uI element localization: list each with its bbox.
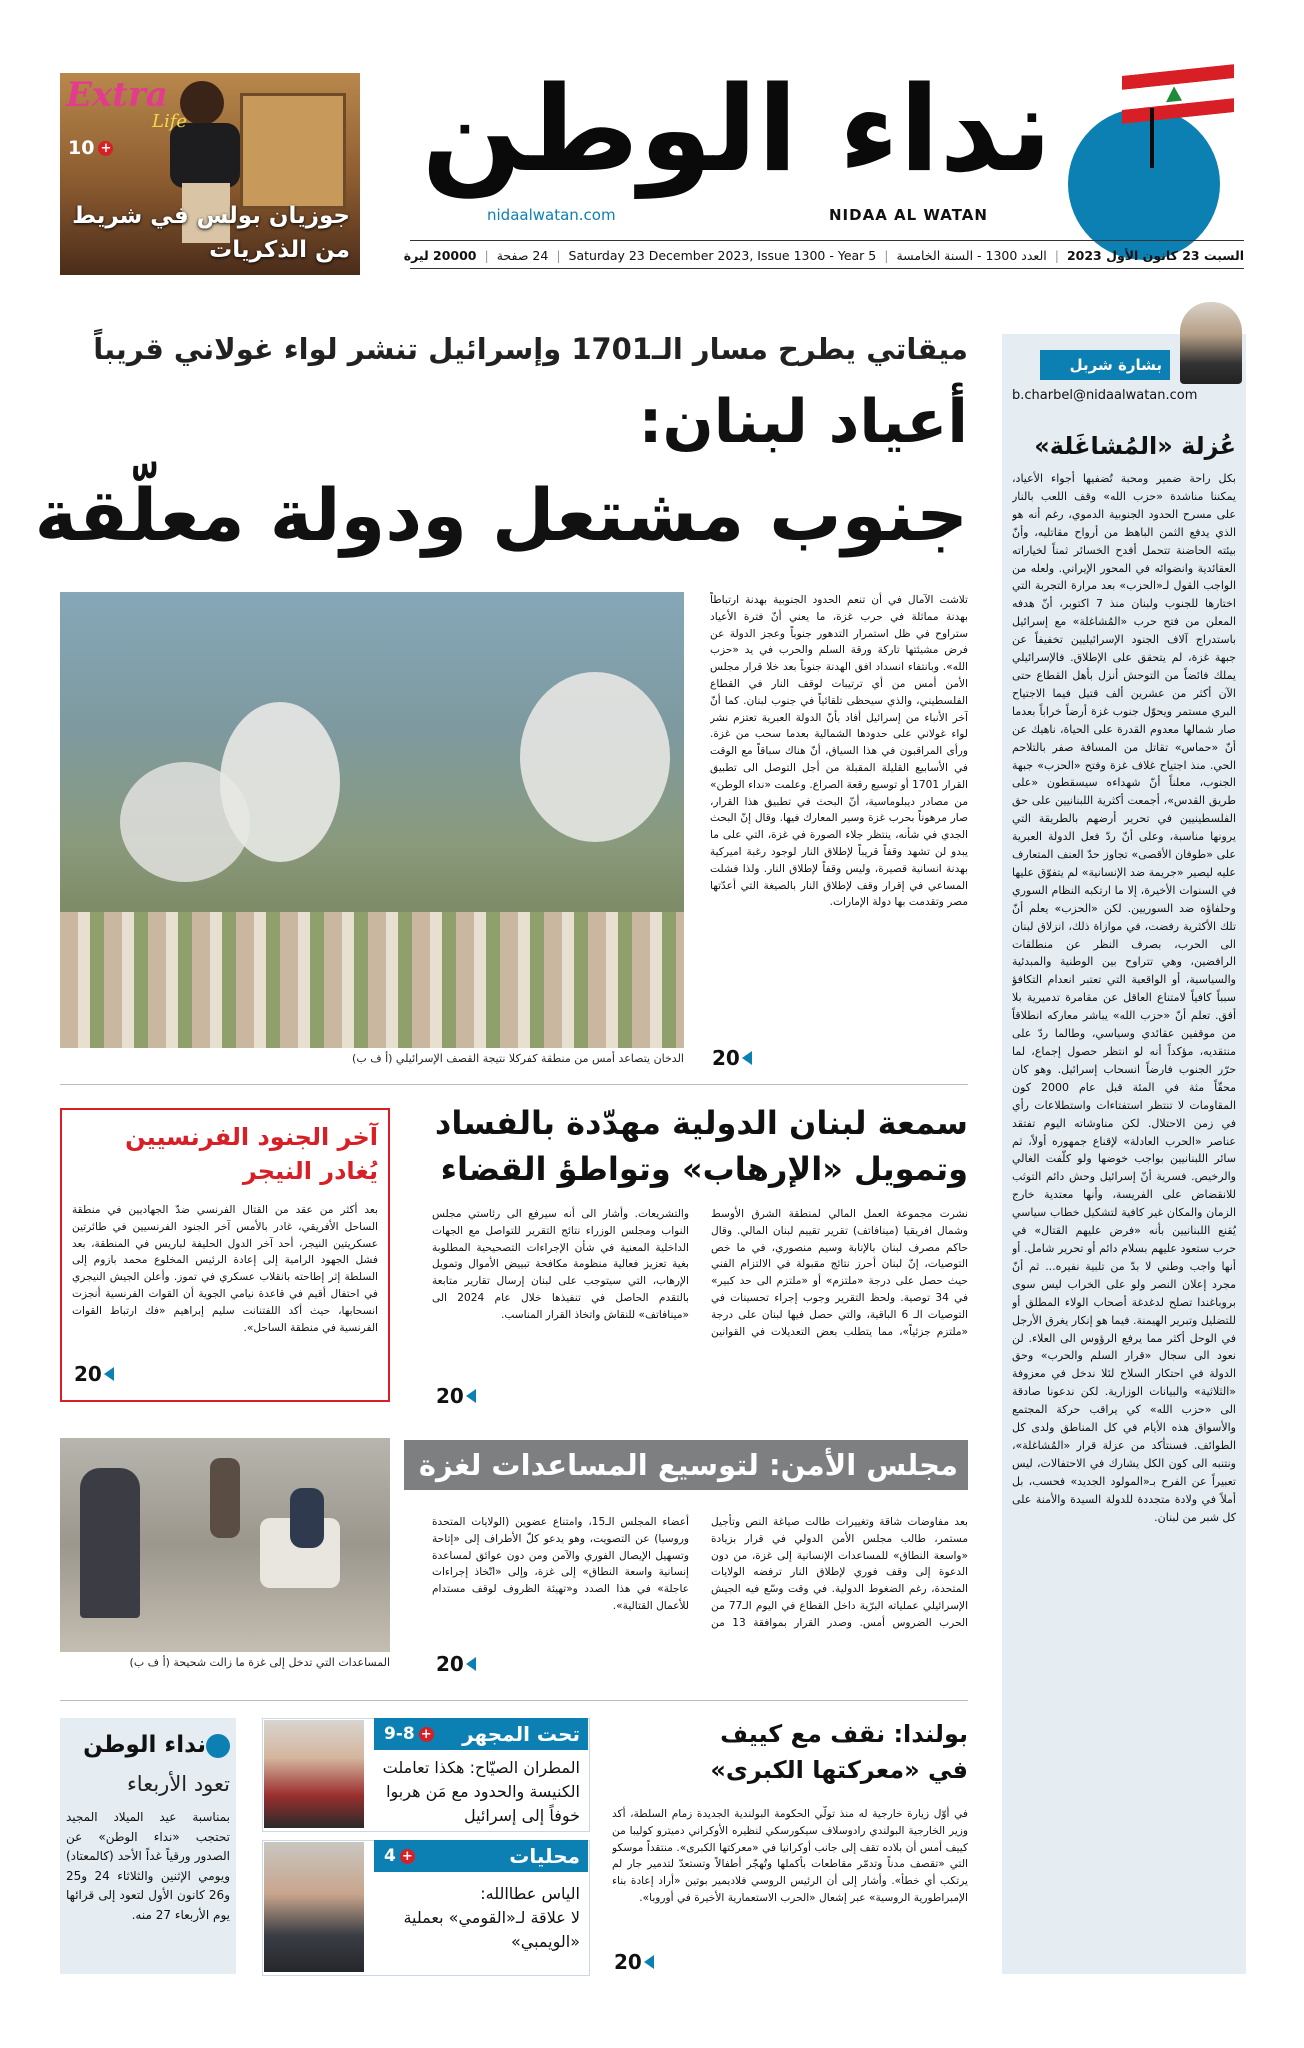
notice-title: تعود الأربعاء	[126, 1772, 230, 1796]
gafi-story-page-ref[interactable]: 20	[436, 1384, 476, 1408]
notice-text: بمناسبة عيد الميلاد المجيد تحتجب «نداء الوطن» عن الصدور ورقياً غداً الأحد (كالمعتاد) ويومي الإثنين والثلاثاء 24 و25 و26 كانون الأول لتعود إلى قرائها يوم الأربعاء 27 منه.	[66, 1810, 230, 1922]
poland-headline-2: في «معركتها الكبرى»	[710, 1756, 968, 1784]
poland-page-ref[interactable]: 20	[614, 1950, 654, 1974]
plus-icon: +	[98, 141, 113, 156]
poland-headline-1: بولندا: نقف مع كييف	[720, 1720, 968, 1748]
column-text: بكل راحة ضمير ومحبة تُضفيها أجواء الأعياد، يمكننا مناشدة «حزب الله» وقف اللعب بالنار على مسرح الحدود الجنوبية الدموي، رغم أنه هو الذي يدفع الثمن الباهظ من أرواح مقاتليه، وأنّ بيئته الحاضنة تتحمل أفدح الخسائر ثمناً لخياراته العقائدية وانضوائه في المحور الإيراني. ولعله من الواجب القول لـ«الحزب» بعد مرارة التجربة التي اختارها للجنوب ولبنان منذ 7 اكتوبر، أنّ هدفه المعلن من فتح حرب «المُشاغلة» مع إسرائيل باستدراج آلاف الجنود الإسرائيليين تخفيفاً عن جبهة غزة، لم يتحقق على الإطلاق. فالإسرائيلي يملك فائضاً من التوحش أنزل بأهل القطاع حتى الآن أكثر من عشرين ألف قتيل فيما الاجتياح البري مستمر ويحوّل جنوب غزة أرضاً خراباً بعدما صار شمالها معدوم القدرة على الحياة، ناهيك عن أنّ «حماس» تقاتل من المسافة صفر بالتلاحم الحي. منذ اجتياح غلاف غزة وفتح «الحزب» جبهة الجنوب، معلناً أنّ شهداءه سيسقطون «على طريق القدس»، أجمعت أكثرية اللبنانيين على حق الفلسطينيين في تحرير أرضهم بالطريقة التي يرونها مناسبة، وعلى أنّ ردّ فعل الدولة العبرية على «طوفان الأقصى» تجاوز حدّ العنف المتعارف عليه ليصير «جريمة ضد الإنسانية» لم يتفوّق عليها في السنوات الأخيرة، إلا ما ارتكبه النظام السوري وحلفاؤه ضد السوريين. لكن «الحزب» يعلم أنّ تلك الأكثرية رفضت، في موازاة ذلك، انزلاق لبنان الى الحرب، بصرف النظر عن منطلقات الرافضين، وهي تتراوح بين الوطنية والمبدئية والسياسية، أو الواقعية التي تعتبر انعدام التكافؤ سبباً كافياً لامتناع العاقل عن مقامرة تدميرية بلا أفق. تعلم أنّ «حزب الله» يباشر معاركه انطلاقاً من موقفين عقائدي وسياسي، وطالما ردّ على منتقديه، مؤكداً أنه لو انتظر حصول إجماع، لما حرّر الجنوب فارضاً انسحاب إسرائيل. وهو كان محقّاً مثة في المئة قبل عام 2000 كون المقاومات لا تنتظر استفتاءات واستطلاعات رأي في زمن الاحتلال. لكن مناوشاته اليوم تفتقد عناصر «الحرب العادلة» لإقناع جمهوره أولاً، ثم سائر اللبنانيين بواجب خوضها ولو كلّفت الغالي والرخيص. فسرية أنّ إسرائيل وحش دائم التوثب للانقضاض على الفريسة، وأنها معتدية خارج الزمان والمكان غير كافية لتشكيل خطاب سياسي يُقنع اللبنانيين بأنه «فرض عليهم القتال» في حرب ستعود عليهم بسلام دائم أو تحرير شامل. أو أنها واجب وطني لا بدّ من تلبية نفيره... ثم أنّ مجرد إعلان النصر ولو على الخراب ليس سوى بروباغندا تصلح لدغدغة أصحاب الولاء المطلق أو للتضليل وتبرير الهيمنة. فيما هو إنكار يغرق الأرجل في الوحل أكثر مما يرفع الرؤوس الى العلاء. لن نعود الى سجال «قرار السلم والحرب» وحق الدولة في احتكار السلاح لئلا ندخل في معزوفة «الثلاثية» والبيانات الوزارية. لكن ندعونا صادقة الى «حزب الله» كي يراقب حركة المجتمع والأسواق هذه الأيام في كل المناطق ولدى كل الطوائف. فسنتأكد من عزلة قرار «المُشاغلة»، ونتنبه الى كون الكل يشارك في الاحتفالات، ليس تعبيراً عن الفرح بـ«المولود الجديد» فحسب، بل أملاً في ولادة متجددة للدولة السيدة والأمنة على كل شبر من لبنان.	[1012, 472, 1236, 1524]
local-page: 4 +	[384, 1840, 415, 1872]
extra-life-title: جوزيان بولس في شريط من الذكريات	[72, 203, 350, 263]
date-ar: السبت 23 كانون الأول 2023	[1066, 247, 1244, 263]
date-en: Saturday 23 December 2023, Issue 1300 - Year 5	[568, 247, 877, 263]
under-microscope-pages: 9-8 +	[384, 1718, 434, 1750]
main-kicker: ميقاتي يطرح مسار الـ1701 وإسرائيل تنشر لواء غولاني قريباً	[93, 332, 968, 366]
poland-text: في أوّل زيارة خارجية له منذ تولّي الحكومة البولندية الجديدة زمام السلطة، أكد وزير الخارجية البولندي رادوسلاف سيكورسكي لنظيره الأوكراني دميترو كوليبا من كييف أمس أن بلاده تقف إلى جانب أوكرانيا في «معركتها الكبرى». منتقداً موسكو التي «تقصف مدناً وتدمّر مقاطعات بأكملها وتُهجّر أطفالاً وتستعدّ لتدمير جار لم يرتكب أي خطأ». وأشار إلى أن الرئيس الروسي فلاديمير بوتين «أراد إعادة بناء الإمبراطورية الروسية» عبر إشعال «الحرب الاستعمارية الأخيرة في أوروبا».	[612, 1808, 968, 1904]
notice-logo: نداء الوطن	[83, 1732, 206, 1758]
gaza-photo	[60, 1438, 390, 1652]
author-email[interactable]: b.charbel@nidaalwatan.com	[1012, 388, 1198, 403]
niger-headline-1: آخر الجنود الفرنسيين	[125, 1123, 378, 1151]
extra-life-brand: Extra	[66, 75, 168, 115]
local-text-1: الياس عطاالله:	[480, 1884, 580, 1903]
gaza-photo-caption: المساعدات التي تدخل إلى غزة ما زالت شحيحة (أ ف ب)	[129, 1656, 390, 1669]
bishop-photo	[264, 1720, 364, 1828]
extra-life-brand-2: Life	[152, 111, 188, 132]
masthead-dateline: السبت 23 كانون الأول 2023 | العدد 1300 - السنة الخامسة | Saturday 23 December 2023, Issue 1300 - Year 5 | 24 صفحة | 20000 ليرة	[403, 247, 1244, 263]
plus-icon: +	[400, 1849, 415, 1864]
lebanon-flag-logo-icon	[1068, 70, 1238, 228]
gafi-headline-2: وتمويل «الإرهاب» وتواطؤ القضاء	[440, 1150, 968, 1188]
local-section: محليات	[509, 1844, 580, 1868]
arrow-icon	[104, 1367, 114, 1381]
under-microscope-section: تحت المجهر	[462, 1722, 580, 1746]
extra-life-page: 10 +	[68, 137, 113, 159]
plus-icon: +	[419, 1727, 434, 1742]
masthead-logo-en: NIDAA AL WATAN	[829, 206, 988, 224]
issue-ar: العدد 1300 - السنة الخامسة	[896, 247, 1047, 263]
under-microscope-text: المطران الصيّاح: هكذا تعاملت الكنيسة والحدود مع مَن هربوا خوفاً إلى إسرائيل	[382, 1758, 580, 1825]
pages-ar: 24 صفحة	[496, 247, 549, 263]
main-headline-2: جنوب مشتعل ودولة معلّقة	[34, 473, 968, 557]
arrow-icon	[742, 1051, 752, 1065]
main-headline-1: أعياد لبنان:	[638, 387, 968, 457]
price-ar: 20000 ليرة	[403, 247, 477, 263]
notice-flag-icon	[206, 1734, 230, 1758]
arrow-icon	[466, 1389, 476, 1403]
gaza-headline: مجلس الأمن: لتوسيع المساعدات لغزة	[418, 1448, 958, 1482]
main-photo-caption: الدخان يتصاعد أمس من منطقة كفركلا نتيجة القصف الإسرائيلي (أ ف ب)	[352, 1052, 684, 1065]
author-name: بشارة شربل	[1040, 350, 1170, 380]
niger-headline-2: يُغادر النيجر	[242, 1157, 378, 1185]
gaza-story-text: بعد مفاوضات شاقة وتغييرات طالت صياغة النص وتأجيل مستمر، طالب مجلس الأمن الدولي في قرار بزيادة «واسعة النطاق» للمساعدات الإنسانية إلى غزة، من دون الدعوة إلى وقف فوري لإطلاق النار ترفضه الولايات المتحدة، رغم الضغوط الدولية. في وقت وسّع فيه الجيش الإسرائيلي عملياته البرّية داخل القطاع في اليوم الـ77 من الحرب الضروس أمس. وصدر القرار بموافقة 13 من أعضاء المجلس الـ15، وامتناع عضوين (الولايات المتحدة وروسيا) عن التصويت، وهو يدعو كلّ الأطراف إلى «إتاحة وتسهيل الإيصال الفوري والآمن ومن دون عوائق لمساعدة إنسانية واسعة النطاق» إلى غزة، وإلى «اتّخاذ إجراءات عاجلة» في هذا الصدد و«تهيئة الظروف لوقف مستدام للأعمال القتالية».	[432, 1516, 968, 1629]
gaza-story-page-ref[interactable]: 20	[436, 1652, 476, 1676]
column-title: عُزلة «المُشاغَلة»	[1034, 432, 1236, 460]
main-story-text: تلاشت الآمال في أن تنعم الحدود الجنوبية بهدنة ارتباطاً بهدنة مماثلة في حرب غزة، ما يعني أنّ فترة الأعياد ستراوح في ظل استمرار التدهور جنوباً وعجز الدولة عن فرض مشيئتها تاركة ورقة السلم والحرب في يد «حزب الله». وبانتفاء انسداد افق الهدنة جنوباً بعد خلا قرار مجلس الأمن أمس من أي ترتيبات لوقف النار في القطاع الفلسطيني، والذي سيحظى تلقائياً في جنوب لبنان. كما أنّ آخر الأنباء من إسرائيل أفاد بأنّ الدولة العبرية تعتزم نشر لواء غولاني على حدودها الشمالية بعدما سحب من غزة. ورأى المراقبون في هذا السياق، أنّ هناك سباقاً مع الوقت في الأسابيع القليلة المقبلة من أجل التوصل الى تطبيق القرار 1701 أو توسيع رقعة الصراع. وعلمت «نداء الوطن» من مصادر ديبلوماسية، أنّ البحث في تطبيق هذا القرار، صار مرهوناً بحرب غزة وسير المعارك فيها. وقال إنّ البحث الجدي في شأنه، ينتظر جلاء الصورة في غزة، التي على ما يبدو لن تشهد وقفاً قريباً لإطلاق النار لوجود رغبة اميركية بهدنة انسانية قصيرة، وليس وقفاً لإطلاق النار. ولذا فشلت المساعي في إقرار وقف لإطلاق النار بالصيغة التي أعدّتها مصر وتقدمت بها دولة الإمارات.	[710, 594, 968, 909]
arrow-icon	[644, 1955, 654, 1969]
niger-text: بعد أكثر من عقد من القتال الفرنسي ضدّ الجهاديين في منطقة الساحل الأفريقي، غادر بالأمس آخر الجنود الفرنسيين في طائرتين عسكريتين النيجر، أحد آخر الدول الحليفة لباريس في المنطقة، بعد فشل الجهود الرامية إلى إعادة الرئيس المخلوع محمد بازوم إلى السلطة إثر إطاحته بانقلاب عسكري في تموز. وأعلن الجيش النيجري في احتفال أقيم في قاعدة نيامي الجوية أن القوات الفرنسية أنجزت انسحابها، حيث أكد اللفتنانت سليم إبراهيم «فك ارتباط القوات الفرنسية في منطقة الساحل».	[72, 1204, 378, 1334]
local-photo	[264, 1842, 364, 1972]
local-text-2: لا علاقة لـ«القومي» بعملية «الويمبي»	[403, 1908, 580, 1951]
main-photo	[60, 592, 684, 1048]
niger-page-ref[interactable]: 20	[74, 1362, 114, 1386]
main-story-page-ref[interactable]: 20	[712, 1046, 752, 1070]
arrow-icon	[466, 1657, 476, 1671]
extra-life-teaser[interactable]	[60, 73, 360, 275]
author-photo	[1180, 302, 1242, 384]
masthead-logo: نداء الوطن	[421, 60, 1052, 198]
gafi-story-text: نشرت مجموعة العمل المالي لمنطقة الشرق الأوسط وشمال افريقيا (مينافاتف) تقرير تقييم لبنان المالي. وقال حاكم مصرف لبنان بالإنابة وسيم منصوري، في ما خص التوصيات، إنّ لبنان أحرز نتائج مقبولة في الالتزام الفني حيث حصل على درجة «ملتزم» أو «ملتزم الى حد كبير» في 34 توصية. ولحظ التقرير وجوب إجراء تحسينات في التوصيات الـ 6 الباقية، والتي حصل فيها لبنان على درجة «ملتزم جزئياً»، مما يتطلب بعض التعديلات في القوانين والتشريعات. وأشار الى أنه سيرفع الى رئاستي مجلس النواب ومجلس الوزراء نتائج التقرير للتواصل مع الجهات الداخلية المعنية في شأن الإجراءات التصحيحية المطلوبة بغية تعزيز فعالية منظومة مكافحة تبييض الأموال وتمويل الإرهاب، التي سيتوجب على لبنان إرسال تقارير متابعة بالتقدم الحاصل في تنفيذها خلال عام 2024 الى «مينافاتف» للنقاش واتخاذ القرار المناسب.	[432, 1208, 968, 1338]
masthead-website[interactable]: nidaalwatan.com	[487, 206, 616, 224]
gafi-headline-1: سمعة لبنان الدولية مهدّدة بالفساد	[434, 1104, 968, 1142]
